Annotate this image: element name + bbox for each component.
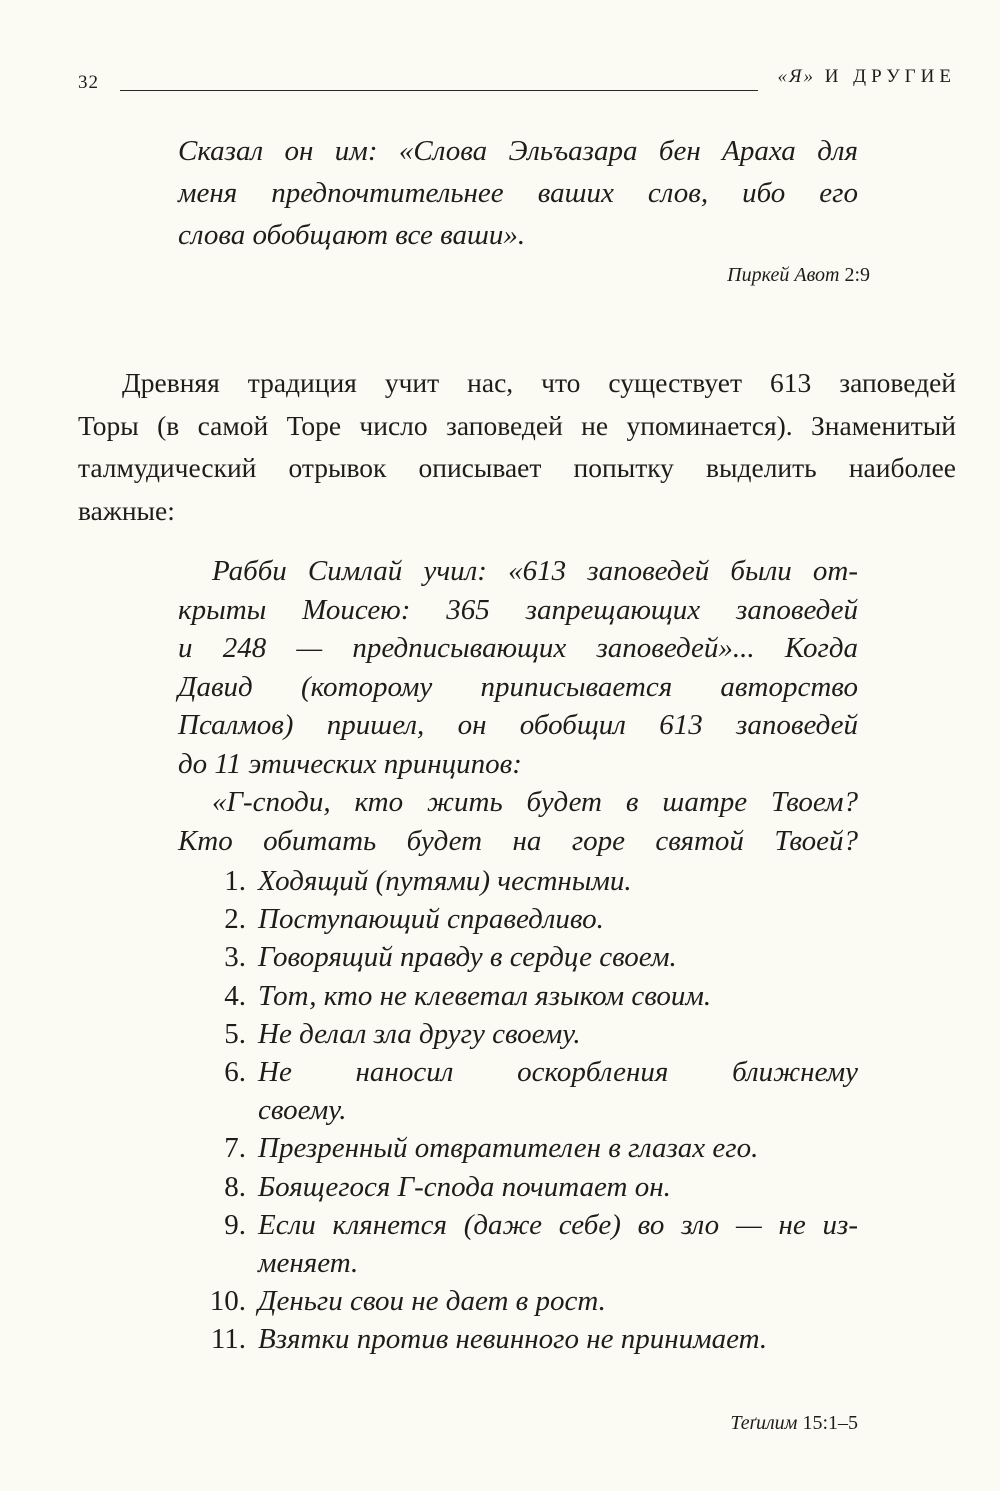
- list-item: [178, 1282, 858, 1320]
- page-number: 32: [78, 72, 99, 93]
- list-item: [178, 862, 858, 900]
- list-item: [178, 900, 858, 938]
- list-item-text: Если клянется (даже себе) во зло — не из-: [258, 1208, 858, 1241]
- running-head: [78, 66, 958, 96]
- quote-source-ref: 15:1–5: [802, 1412, 858, 1434]
- list-item-number: 4.: [224, 979, 246, 1012]
- header-rule: [120, 90, 758, 91]
- quote-source-title: Теґилим: [730, 1412, 798, 1434]
- body-line: талмудический отрывок описывает попытку выделить наиболее: [78, 452, 956, 483]
- quote-line: Кто обитать будет на горе святой Твоей?: [178, 824, 858, 857]
- list-item: [178, 1053, 858, 1129]
- quote-line: «Г-споди, кто жить будет в шатре Твоем?: [212, 786, 858, 818]
- epigraph: [178, 130, 858, 256]
- body-line: важные:: [78, 494, 175, 526]
- quote-line: Давид (которому приписывается авторство: [178, 670, 858, 703]
- list-item: [178, 1168, 858, 1206]
- list-item-number: 9.: [224, 1208, 246, 1241]
- quote-line: Псалмов) пришел, он обобщил 613 заповедей: [178, 709, 858, 741]
- body-line: Древняя традиция учит нас, что существует 613 заповедей: [122, 367, 956, 398]
- commandments-list: [178, 862, 858, 1359]
- list-item-text: Взятки против невинного не принимает.: [258, 1323, 768, 1356]
- quote-line: крыты Моисею: 365 запрещающих заповедей: [178, 593, 858, 626]
- quote-source: [730, 1412, 858, 1435]
- list-item-number: 8.: [224, 1170, 246, 1203]
- list-item-text: Тот, кто не клеветал языком своим.: [258, 979, 712, 1012]
- list-item: [178, 1206, 858, 1282]
- quote-line: и 248 — предписывающих заповедей»... Когда: [178, 632, 858, 664]
- running-title: [777, 66, 956, 88]
- list-item: [178, 1320, 858, 1358]
- body-paragraph: [78, 362, 956, 532]
- list-item: [178, 1015, 858, 1053]
- list-item-number: 11.: [210, 1323, 246, 1356]
- list-item-number: 6.: [224, 1056, 246, 1089]
- talmud-quote: [178, 552, 858, 860]
- list-item: [178, 977, 858, 1015]
- list-item-text-continued: меняет.: [258, 1247, 359, 1280]
- list-item-number: 10.: [209, 1285, 246, 1318]
- list-item-number: 5.: [224, 1017, 246, 1050]
- list-item-text: Ходящий (путями) честными.: [258, 865, 632, 897]
- epigraph-source: [727, 264, 870, 287]
- list-item-number: 2.: [224, 903, 246, 936]
- list-item-text: Презренный отвратителен в глазах его.: [258, 1132, 759, 1165]
- epigraph-source-ref: 2:9: [844, 264, 870, 286]
- list-item-number: 7.: [224, 1132, 246, 1165]
- body-line: Торы (в самой Торе число заповедей не упоминается). Знаменитый: [78, 409, 956, 441]
- list-item-text: Деньги свои не дает в рост.: [258, 1285, 606, 1318]
- list-item-text: Поступающий справедливо.: [258, 903, 604, 936]
- quote-line: до 11 этических принципов:: [178, 747, 522, 780]
- list-item-text: Боящегося Г-спода почитает он.: [258, 1170, 671, 1203]
- list-item-text: Не наносил оскорбления ближнему: [258, 1056, 858, 1089]
- epigraph-line: слова обобщают все ваши».: [178, 219, 526, 251]
- epigraph-line: Сказал он им: «Слова Эльъазара бен Араха для: [178, 135, 858, 167]
- running-title-rest: И ДРУГИЕ: [824, 66, 956, 87]
- list-item-text-continued: своему.: [258, 1094, 347, 1127]
- list-item: [178, 1129, 858, 1167]
- list-item: [178, 938, 858, 976]
- quote-line: Рабби Симлай учил: «613 заповедей были от-: [212, 555, 858, 587]
- list-item-number: 1.: [224, 865, 246, 897]
- list-item-number: 3.: [224, 941, 246, 974]
- epigraph-source-title: Пиркей Авот: [727, 264, 840, 286]
- running-title-quoted: «Я»: [777, 66, 815, 87]
- list-item-text: Говорящий правду в сердце своем.: [258, 941, 677, 974]
- epigraph-line: меня предпочтительнее ваших слов, ибо его: [178, 177, 858, 209]
- list-item-text: Не делал зла другу своему.: [258, 1017, 581, 1050]
